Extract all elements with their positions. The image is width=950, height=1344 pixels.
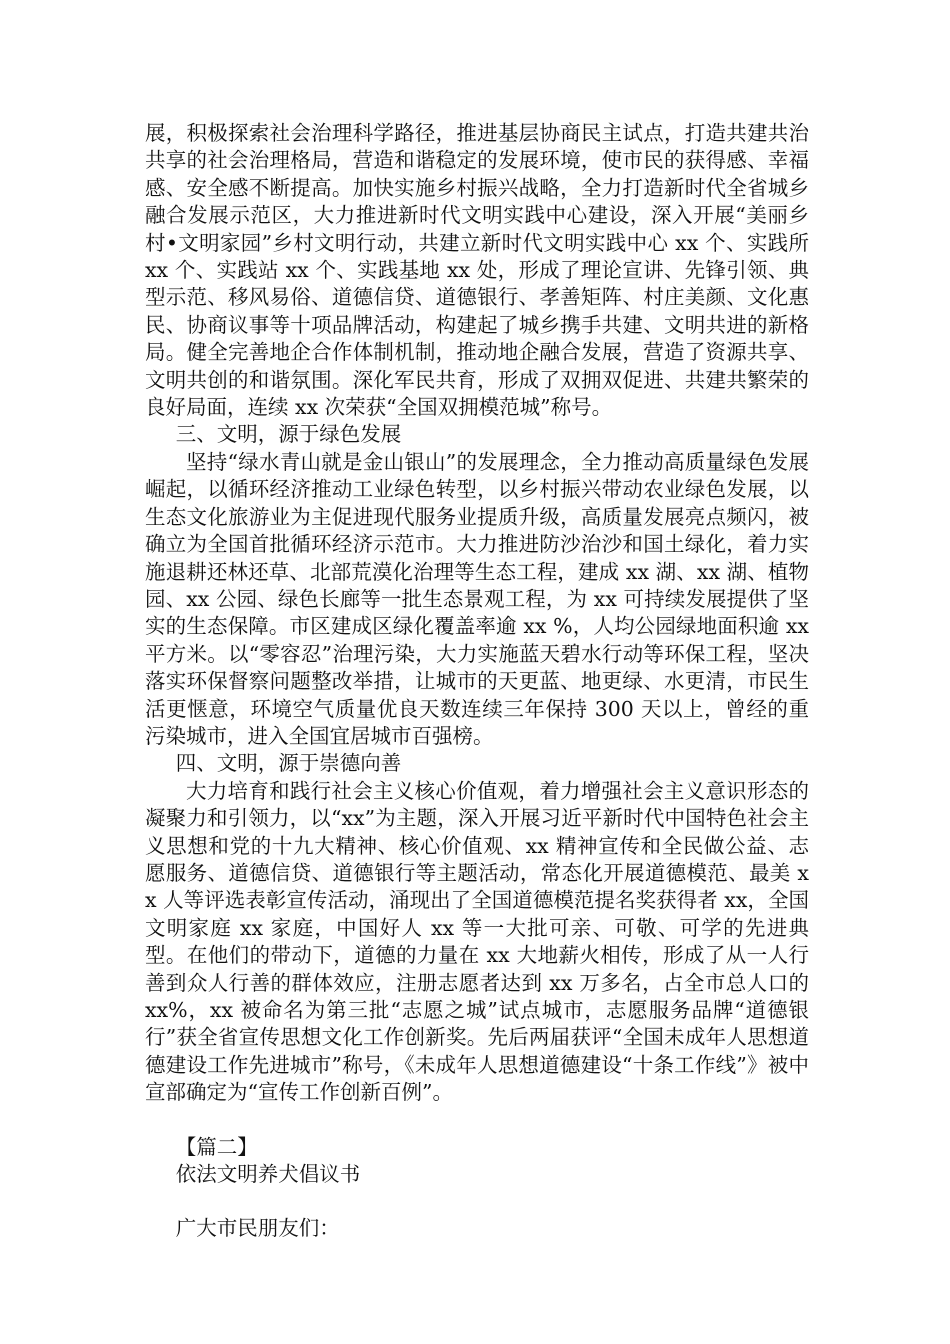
section-label: 【篇二】 bbox=[175, 1134, 258, 1159]
section-title: 依法文明养犬倡议书 bbox=[175, 1162, 361, 1187]
document-page bbox=[145, 120, 809, 1243]
paragraph-virtue: 大力培育和践行社会主义核心价值观，着力增强社会主义意识形态的凝聚力和引领力，以“xx”为主题，深入开展习近平新时代中国特色社会主义思想和党的十九大精神、核心价值观、xx 精神宣传和全民做公益、志愿服务、道德信贷、道德银行等主题活动，常态化开展道德模范、最美 xx 人等评选表彰宣传活动，涌现出了全国道德模范提名奖获得者 xx，全国文明家庭 xx 家庭，中国好人 xx 等一大批可亲、可敬、可学的先进典型。在他们的带动下，道德的力量在 xx 大地薪火相传，形成了从一人行善到众人行善的群体效应，注册志愿者达到 xx 万多名，占全市总人口的 xx%，xx 被命名为第三批“志愿之城”试点城市，志愿服务品牌“道德银行”获全省宣传思想文化工作创新奖。先后两届获评“全国未成年人思想道德建设工作先进城市”称号，《未成年人思想道德建设“十条工作线”》被中宣部确定为“宣传工作创新百例”。 bbox=[145, 778, 809, 1105]
heading-four: 四、文明，源于崇德向善 bbox=[175, 751, 402, 776]
heading-three: 三、文明，源于绿色发展 bbox=[175, 422, 402, 447]
paragraph-green-development: 坚持“绿水青山就是金山银山”的发展理念，全力推动高质量绿色发展崛起，以循环经济推动工业绿色转型，以乡村振兴带动农业绿色发展，以生态文化旅游业为主促进现代服务业提质升级，高质量发展亮点频闪，被确立为全国首批循环经济示范市。大力推进防沙治沙和国土绿化，着力实施退耕还林还草、北部荒漠化治理等生态工程，建成 xx 湖、xx 湖、植物园、xx 公园、绿色长廊等一批生态景观工程，为 xx 可持续发展提供了坚实的生态保障。市区建成区绿化覆盖率逾 xx %，人均公园绿地面积逾 xx 平方米。以“零容忍”治理污染，大力实施蓝天碧水行动等环保工程，坚决落实环保督察问题整改举措，让城市的天更蓝、地更绿、水更清，市民生活更惬意，环境空气质量优良天数连续三年保持 300 天以上，曾经的重污染城市，进入全国宜居城市百强榜。 bbox=[145, 449, 809, 748]
paragraph-continuation: 展，积极探索社会治理科学路径，推进基层协商民主试点，打造共建共治共享的社会治理格局，营造和谐稳定的发展环境，使市民的获得感、幸福感、安全感不断提高。加快实施乡村振兴战略，全力打造新时代全省城乡融合发展示范区，大力推进新时代文明实践中心建设，深入开展“美丽乡村•文明家园”乡村文明行动，共建立新时代文明实践中心 xx 个、实践所 xx 个、实践站 xx 个、实践基地 xx 处，形成了理论宣讲、先锋引领、典型示范、移风易俗、道德信贷、道德银行、孝善矩阵、村庄美颜、文化惠民、协商议事等十项品牌活动，构建起了城乡携手共建、文明共进的新格局。健全完善地企合作体制机制，推动地企融合发展，营造了资源共享、文明共创的和谐氛围。深化军民共育，形成了双拥双促进、共建共繁荣的良好局面，连续 xx 次荣获“全国双拥模范城”称号。 bbox=[145, 121, 809, 420]
salutation: 广大市民朋友们： bbox=[175, 1216, 340, 1241]
